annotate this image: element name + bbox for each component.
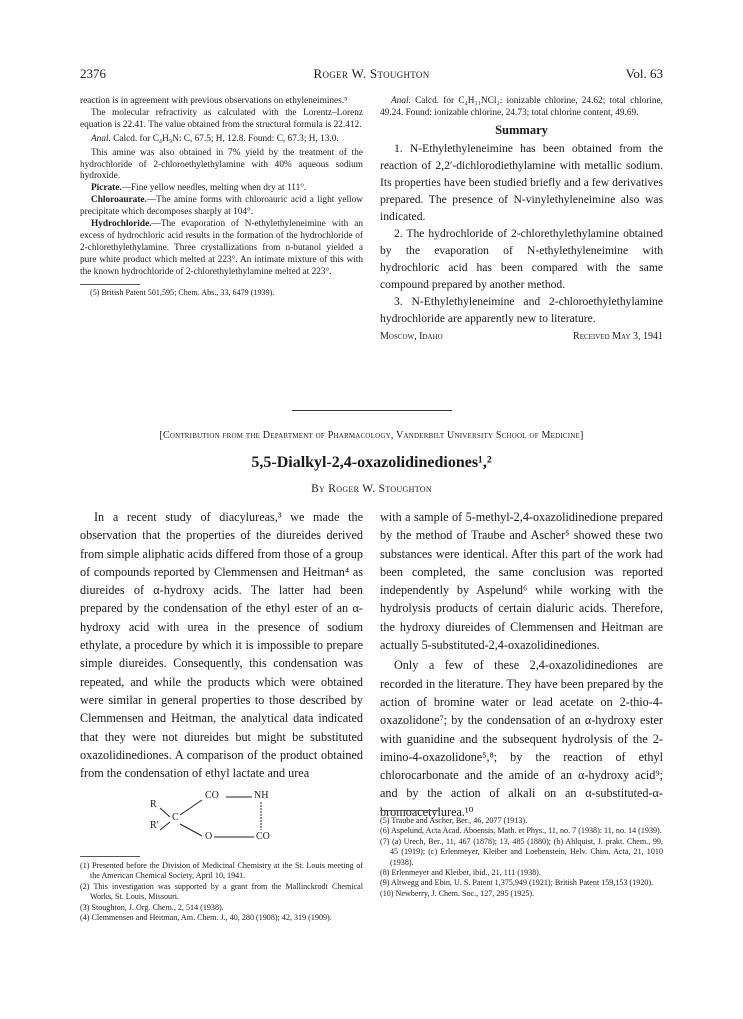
dateline (380, 331, 663, 342)
running-header (80, 66, 663, 84)
paragraph: Only a few of these 2,4-oxazolidinediones are recorded in the literature. They have been prepared by the action of bromine water or lead acetate on 2-thio-4-oxazolidone⁷; by the condensation of an α-hydroxy ester with guanidine and the subsequent hydrolysis of the 2-imino-4-oxazolidone⁵,⁸; by the reaction of ethyl chlorocarbonate and the amide of an α-hydroxy acid⁹; and by the action of alkali on an α-substituted-α-bromoacetylurea.¹⁰ (380, 658, 663, 819)
footnote: (5) Traube and Ascher, Ber., 46, 2077 (1913). (380, 816, 528, 825)
formula-r-prime: R′ (150, 820, 159, 831)
footnotes-right (380, 816, 663, 899)
prev-article-left-column (80, 96, 363, 298)
footnote-rule (380, 810, 440, 811)
footnote: (9) Altwegg and Ebin, U. S. Patent 1,375,949 (1921); British Patent 159,153 (1920). (380, 878, 654, 888)
paragraph: Anal. Calcd. for C₄H₁₁NCl₂: ionizable chlorine, 24.62; total chlorine, 49.24. Found: ionizable chlorine, 24.73; total chlorine content, 49.69. (380, 96, 663, 118)
received-date: Received May 3, 1941 (573, 330, 663, 342)
footnotes-left (80, 861, 363, 923)
paragraph: Hydrochloride.—The evaporation of N-ethylethyleneimine with an excess of hydrochloric acid results in the formation of the hydrochloride of 2-chlorethylethylamine. Three crystallizations from n-butanol yielded a pure white product which melted at 223°. An intimate mixture of this with the known hydrochloride of 2-chlorethylethylamine melted at 223°. (80, 219, 363, 277)
paragraph: The molecular refractivity as calculated with the Lorentz–Lorenz equation is 22.41. The value obtained from the structural formula is 22.412. (80, 107, 363, 130)
body-right-column (380, 508, 663, 821)
page-number: 2376 (80, 66, 106, 81)
paragraph: reaction is in agreement with previous observations on ethyleneimines.⁵ (80, 96, 348, 106)
summary-heading: Summary (495, 122, 548, 137)
paragraph: In a recent study of diacylureas,³ we made the observation that the properties of the diureides derived from simple aliphatic acids differed from those of a group of compounds reported by Clemmensen and Heitman⁴ as diureides of α-hydroxy acids. The latter had been prepared by the condensation of the ethyl ester of an α-hydroxy acid with urea in the presence of sodium ethylate, a procedure by which it is impossible to prepare simple diureides. Consequently, this condensation was repeated, and while the products which were obtained were similar in general properties to those described by Clemmensen and Heitman, the analytical data indicated that they were not diureides but might be substituted oxazolidinediones. A comparison of the product obtained from the condensation of ethyl lactate and urea (80, 510, 363, 781)
anal-label: Anal. (391, 96, 411, 106)
footnote-rule (80, 284, 140, 285)
footnote: (6) Aspelund, Acta Acad. Aboensis, Math. et Phys., 11, no. 7 (1938): 11, no. 14 (1939). (380, 826, 662, 836)
prev-article-right-column (380, 96, 663, 342)
formula-co-bottom: CO (256, 831, 270, 842)
footnote-rule (80, 856, 140, 857)
footnote: (1) Presented before the Division of Medicinal Chemistry at the St. Louis meeting of the American Chemical Society, April 10, 1941. (80, 861, 363, 881)
paragraph: Anal. Calcd. for C₄H₉N: C, 67.5; H, 12.8. Found: C, 67.3; H, 13.0. (91, 133, 339, 144)
footnote: (8) Erlenmeyer and Kleiber, ibid., 21, 111 (1938). (380, 868, 541, 878)
formula-o: O (205, 831, 213, 842)
running-title: Roger W. Stoughton (313, 66, 430, 81)
footnote: (4) Clemmensen and Heitman, Am. Chem. J., 40, 280 (1908); 42, 319 (1909). (80, 913, 332, 923)
run-in-heading: Hydrochloride. (91, 219, 152, 230)
summary-item: 1. N-Ethylethyleneimine has been obtained from the reaction of 2,2′-dichlorodiethylamine with metallic sodium. Its properties have been studied briefly and a few derivatives prepared. The presence of N-vinylethyleneimine also was indicated. (380, 141, 663, 223)
place: Moscow, Idaho (380, 330, 443, 342)
footnote: (10) Newberry, J. Chem. Soc., 127, 295 (1925). (380, 888, 535, 898)
body-left-column (80, 508, 363, 782)
formula-c: C (172, 812, 179, 823)
byline: By Roger W. Stoughton (311, 483, 432, 495)
contribution-line: [Contribution from the Department of Pharmacology, Vanderbilt University School of Medicine] (159, 430, 584, 441)
formula-nh: NH (254, 790, 269, 801)
paragraph: Picrate.—Fine yellow needles, melting when dry at 111°. (91, 183, 307, 194)
paragraph: Chloroaurate.—The amine forms with chloroauric acid a light yellow precipitate which decomposes sharply at 104°. (80, 195, 363, 218)
article-title: 5,5-Dialkyl-2,4-oxazolidinediones¹,² (251, 454, 492, 471)
paragraph: with a sample of 5-methyl-2,4-oxazolidinedione prepared by the method of Traube and Ascher⁵ showed these two substances were identical. After this part of the work had been completed, the same conclusion was reported independently by Aspelund⁶ while working with the hydrolysis products of certain dialuric acids. Therefore, the hydroxy diureides of Clemmensen and Heitman are actually 5-substituted-2,4-oxazolidinediones. (380, 510, 663, 653)
paragraph: This amine was also obtained in 7% yield by the treatment of the hydrochloride of 2-chloroethylethylamine with 40% aqueous sodium hydroxide. (80, 147, 363, 182)
footnote: (5) British Patent 501,595; Chem. Abs., 33, 6479 (1939). (90, 287, 275, 297)
footnote: (2) This investigation was supported by a grant from the Mallinckrodt Chemical Works, St. Louis, Missouri. (80, 881, 363, 902)
structural-formula (150, 790, 300, 848)
footnote: (3) Stoughton, J. Org. Chem., 2, 514 (1938). (80, 902, 224, 912)
summary-item: 3. N-Ethylethyleneimine and 2-chloroethylethylamine hydrochloride are apparently new to literature. (380, 294, 663, 325)
summary-item: 2. The hydrochloride of 2-chlorethylethylamine obtained by the evaporation of N-ethylethyleneimine with hydrochloric acid has been compared with the same compound prepared by another method. (380, 226, 663, 291)
run-in-heading: Chloroaurate. (91, 195, 147, 206)
footnote: (7) (a) Urech, Ber., 11, 467 (1878); 13, 485 (1880); (b) Ahlquist, J. prakt. Chem., 99, 45 (1919); (c) Erlenmeyer, Kleiber and Loebenstein, Helv. Chim. Acta, 21, 1010 (1938). (380, 836, 663, 867)
article-separator (292, 410, 452, 411)
volume-label: Vol. 63 (625, 66, 663, 81)
formula-co-top: CO (205, 790, 219, 801)
run-in-heading: Picrate. (91, 183, 122, 194)
anal-label: Anal. (91, 133, 111, 144)
formula-r: R (150, 799, 157, 810)
